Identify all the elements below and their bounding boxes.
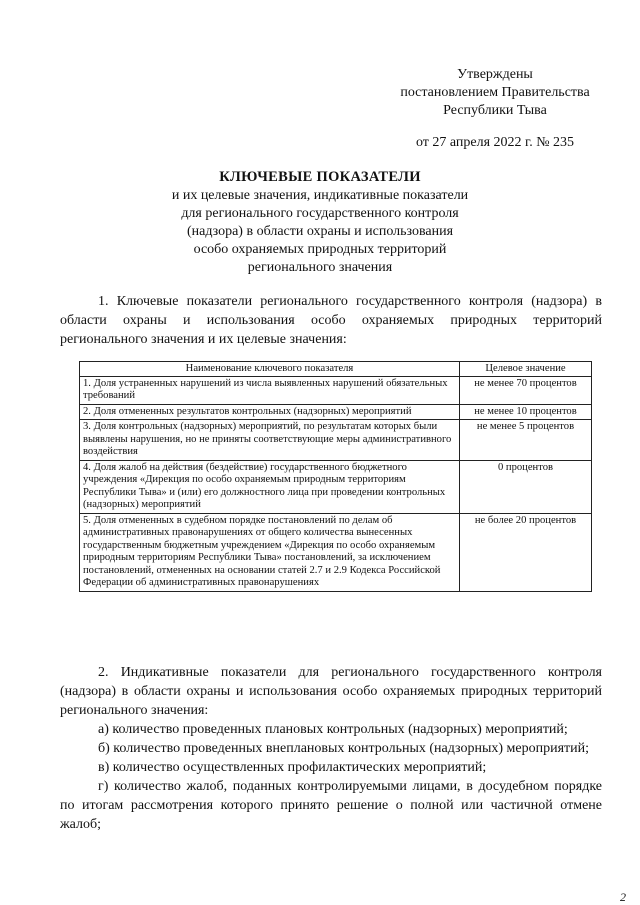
title-line: особо охраняемых природных территорий bbox=[193, 242, 447, 257]
approval-date: от 27 апреля 2022 г. № 235 bbox=[415, 135, 575, 150]
title-main: КЛЮЧЕВЫЕ ПОКАЗАТЕЛИ bbox=[219, 169, 421, 185]
table-row bbox=[80, 404, 592, 420]
table-header-row bbox=[80, 362, 592, 377]
section-2 bbox=[60, 663, 602, 834]
indicator-value: 0 процентов bbox=[460, 460, 592, 513]
section-2-intro: 2. Индикативные показатели для регионального государственного контроля (надзора) в области охраны и использования особо охраняемых природных территорий регионального значения: bbox=[60, 665, 602, 718]
key-indicators-table bbox=[79, 361, 592, 592]
indicator-name: 4. Доля жалоб на действия (бездействие) государственного бюджетного учреждения «Дирекция по особо охраняемым природным территориям Республики Тыва» и (или) его должностного лица при проведении контрольных (надзорных) мероприятий bbox=[80, 460, 460, 513]
approval-line-3: Республики Тыва bbox=[443, 103, 547, 118]
indicator-item: в) количество осуществленных профилактических мероприятий; bbox=[98, 760, 487, 775]
title-line: и их целевые значения, индикативные показатели bbox=[171, 188, 469, 203]
table-row bbox=[80, 513, 592, 591]
table-header-value: Целевое значение bbox=[460, 362, 592, 377]
table-header-name: Наименование ключевого показателя bbox=[80, 362, 460, 377]
approval-line-1: Утверждены bbox=[457, 67, 533, 82]
document-title bbox=[60, 168, 580, 277]
table-row bbox=[80, 376, 592, 404]
table-row bbox=[80, 420, 592, 461]
title-line: регионального значения bbox=[247, 260, 393, 275]
indicator-value: не менее 10 процентов bbox=[460, 404, 592, 420]
indicator-item: а) количество проведенных плановых контрольных (надзорных) мероприятий; bbox=[98, 722, 568, 737]
indicator-name: 1. Доля устраненных нарушений из числа выявленных нарушений обязательных требований bbox=[80, 376, 460, 404]
indicator-item: б) количество проведенных внеплановых контрольных (надзорных) мероприятий; bbox=[98, 741, 590, 756]
indicator-name: 2. Доля отмененных результатов контрольных (надзорных) мероприятий bbox=[80, 404, 460, 420]
indicator-value: не менее 5 процентов bbox=[460, 420, 592, 461]
section-1 bbox=[60, 292, 602, 349]
indicator-item: г) количество жалоб, поданных контролируемыми лицами, в досудебном порядке по итогам рассмотрения которого принято решение о полной или частичной отмене жалоб; bbox=[60, 779, 602, 832]
indicator-value: не менее 70 процентов bbox=[460, 376, 592, 404]
title-line: для регионального государственного контроля bbox=[181, 206, 459, 221]
indicator-value: не более 20 процентов bbox=[460, 513, 592, 591]
title-line: (надзора) в области охраны и использования bbox=[186, 224, 454, 239]
approval-line-2: постановлением Правительства bbox=[400, 85, 590, 100]
indicator-name: 5. Доля отмененных в судебном порядке постановлений по делам об административных правонарушениях от общего количества вынесенных государственным бюджетным учреждением «Дирекция по особо охраняемым природным территориям Республики Тыва» постановлений, за исключением постановлений, отмененных на основании статей 2.7 и 2.9 Кодекса Российской Федерации об административных правонарушениях bbox=[80, 513, 460, 591]
page-number: 2 bbox=[620, 890, 626, 904]
section-1-text: 1. Ключевые показатели регионального государственного контроля (надзора) в области охраны и использования особо охраняемых природных территорий регионального значения и их целевые значения: bbox=[60, 294, 602, 347]
indicator-name: 3. Доля контрольных (надзорных) мероприятий, по результатам которых были выявлены нарушения, но не приняты соответствующие меры административного воздействия bbox=[80, 420, 460, 461]
approval-block bbox=[390, 66, 600, 152]
table-row bbox=[80, 460, 592, 513]
